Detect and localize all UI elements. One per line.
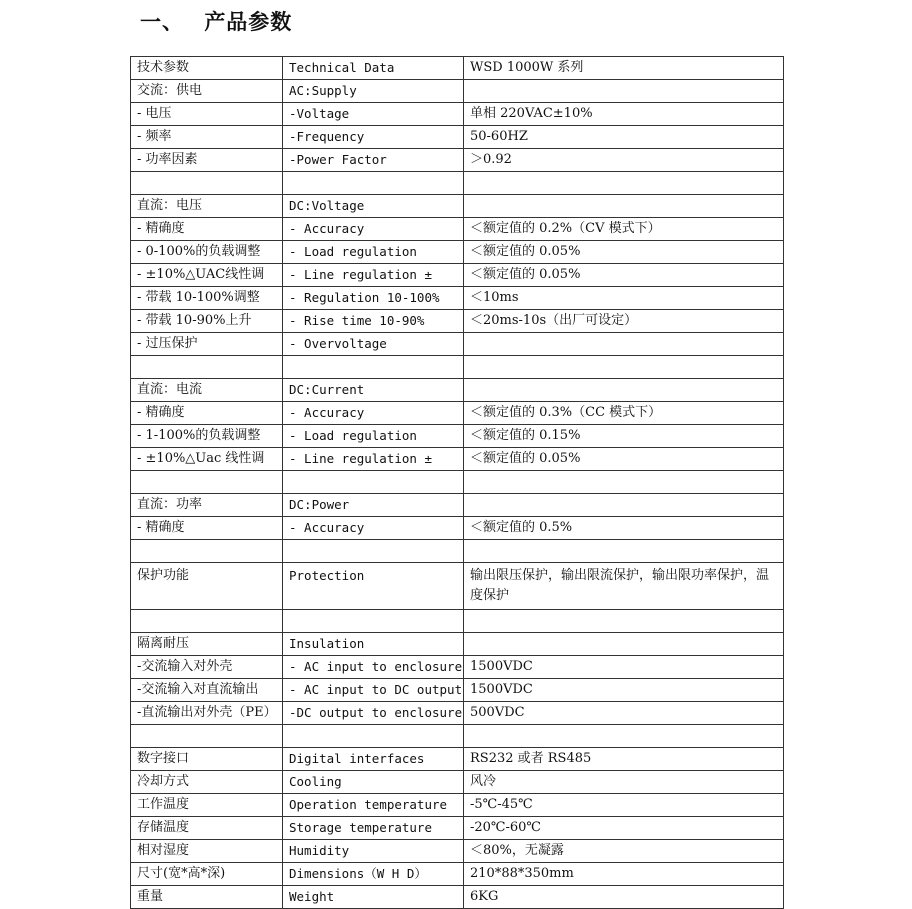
english-label-cell: -Power Factor	[283, 149, 464, 172]
value-cell	[464, 471, 784, 494]
value-cell: ＜额定值的 0.2%（CV 模式下）	[464, 218, 784, 241]
table-row	[131, 540, 784, 563]
value-cell: 6KG	[464, 886, 784, 909]
english-label-cell: - Accuracy	[283, 517, 464, 540]
english-label-cell: Protection	[283, 563, 464, 610]
english-label-cell: Technical Data	[283, 57, 464, 80]
table-row	[131, 448, 784, 471]
table-row	[131, 863, 784, 886]
table-row	[131, 610, 784, 633]
table-row	[131, 264, 784, 287]
section-heading	[140, 6, 292, 36]
english-label-cell: - Regulation 10-100%	[283, 287, 464, 310]
value-cell: 500VDC	[464, 702, 784, 725]
english-label-cell	[283, 356, 464, 379]
chinese-label-cell: 直流：电流	[131, 379, 283, 402]
chinese-label-cell: 直流：电压	[131, 195, 283, 218]
english-label-cell: DC:Current	[283, 379, 464, 402]
value-cell	[464, 333, 784, 356]
english-label-cell: Storage temperature	[283, 817, 464, 840]
value-cell: ＞0.92	[464, 149, 784, 172]
english-label-cell: - Load regulation	[283, 241, 464, 264]
value-cell: ＜80%，无凝露	[464, 840, 784, 863]
english-label-cell: Dimensions（W H D）	[283, 863, 464, 886]
value-cell	[464, 610, 784, 633]
chinese-label-cell: - 过压保护	[131, 333, 283, 356]
table-row	[131, 80, 784, 103]
table-row	[131, 149, 784, 172]
table-row	[131, 333, 784, 356]
section-number: 一、	[140, 10, 184, 34]
chinese-label-cell: 隔离耐压	[131, 633, 283, 656]
chinese-label-cell: - 精确度	[131, 517, 283, 540]
english-label-cell: - Line regulation ±	[283, 448, 464, 471]
english-label-cell	[283, 610, 464, 633]
chinese-label-cell	[131, 610, 283, 633]
english-label-cell	[283, 471, 464, 494]
chinese-label-cell: 重量	[131, 886, 283, 909]
english-label-cell	[283, 725, 464, 748]
value-cell	[464, 379, 784, 402]
value-cell: ＜10ms	[464, 287, 784, 310]
chinese-label-cell: - 带载 10-100%调整	[131, 287, 283, 310]
chinese-label-cell	[131, 172, 283, 195]
chinese-label-cell: - 电压	[131, 103, 283, 126]
english-label-cell: Operation temperature	[283, 794, 464, 817]
value-cell	[464, 725, 784, 748]
english-label-cell: - Line regulation ±	[283, 264, 464, 287]
table-row	[131, 886, 784, 909]
value-cell	[464, 633, 784, 656]
table-row	[131, 103, 784, 126]
chinese-label-cell: 数字接口	[131, 748, 283, 771]
english-label-cell: - Overvoltage	[283, 333, 464, 356]
chinese-label-cell	[131, 540, 283, 563]
chinese-label-cell: 冷却方式	[131, 771, 283, 794]
chinese-label-cell: 尺寸(宽*高*深)	[131, 863, 283, 886]
table-row	[131, 356, 784, 379]
value-cell: 50-60HZ	[464, 126, 784, 149]
table-row	[131, 563, 784, 610]
value-cell	[464, 172, 784, 195]
table-row	[131, 702, 784, 725]
section-title: 产品参数	[204, 10, 293, 34]
value-cell: ＜额定值的 0.5%	[464, 517, 784, 540]
table-row	[131, 126, 784, 149]
value-cell: ＜额定值的 0.3%（CC 模式下）	[464, 402, 784, 425]
chinese-label-cell: 存储温度	[131, 817, 283, 840]
table-row	[131, 656, 784, 679]
english-label-cell: - Accuracy	[283, 402, 464, 425]
english-label-cell: -Frequency	[283, 126, 464, 149]
value-cell: RS232 或者 RS485	[464, 748, 784, 771]
table-row	[131, 679, 784, 702]
english-label-cell	[283, 172, 464, 195]
english-label-cell: DC:Power	[283, 494, 464, 517]
table-row	[131, 241, 784, 264]
value-cell: 1500VDC	[464, 656, 784, 679]
value-cell: 1500VDC	[464, 679, 784, 702]
english-label-cell: Humidity	[283, 840, 464, 863]
table-row	[131, 379, 784, 402]
chinese-label-cell: - 1-100%的负载调整	[131, 425, 283, 448]
table-row	[131, 817, 784, 840]
english-label-cell: Weight	[283, 886, 464, 909]
value-cell: ＜额定值的 0.05%	[464, 264, 784, 287]
table-row	[131, 471, 784, 494]
chinese-label-cell: - 功率因素	[131, 149, 283, 172]
chinese-label-cell	[131, 725, 283, 748]
table-row	[131, 218, 784, 241]
chinese-label-cell: 工作温度	[131, 794, 283, 817]
chinese-label-cell	[131, 356, 283, 379]
chinese-label-cell: - ±10%△Uac 线性调	[131, 448, 283, 471]
chinese-label-cell: 保护功能	[131, 563, 283, 610]
value-cell: -5℃-45℃	[464, 794, 784, 817]
table-row	[131, 771, 784, 794]
table-row	[131, 425, 784, 448]
english-label-cell: -Voltage	[283, 103, 464, 126]
table-row	[131, 287, 784, 310]
chinese-label-cell: - 精确度	[131, 218, 283, 241]
value-cell: 210*88*350mm	[464, 863, 784, 886]
english-label-cell: - Load regulation	[283, 425, 464, 448]
value-cell	[464, 356, 784, 379]
chinese-label-cell: - 精确度	[131, 402, 283, 425]
english-label-cell: Insulation	[283, 633, 464, 656]
table-row	[131, 725, 784, 748]
english-label-cell: DC:Voltage	[283, 195, 464, 218]
table-row	[131, 57, 784, 80]
english-label-cell: Cooling	[283, 771, 464, 794]
english-label-cell: - Accuracy	[283, 218, 464, 241]
chinese-label-cell: 直流：功率	[131, 494, 283, 517]
english-label-cell: - AC input to DC output	[283, 679, 464, 702]
table-row	[131, 748, 784, 771]
value-cell: ＜额定值的 0.15%	[464, 425, 784, 448]
value-cell: ＜20ms-10s（出厂可设定）	[464, 310, 784, 333]
value-cell	[464, 540, 784, 563]
value-cell: 输出限压保护，输出限流保护，输出限功率保护，温度保护	[464, 563, 784, 610]
table-row	[131, 840, 784, 863]
chinese-label-cell: -交流输入对外壳	[131, 656, 283, 679]
chinese-label-cell: - 带载 10-90%上升	[131, 310, 283, 333]
chinese-label-cell: -交流输入对直流输出	[131, 679, 283, 702]
table-row	[131, 633, 784, 656]
value-cell: ＜额定值的 0.05%	[464, 241, 784, 264]
value-cell	[464, 80, 784, 103]
table-row	[131, 494, 784, 517]
chinese-label-cell: - 0-100%的负载调整	[131, 241, 283, 264]
table-row	[131, 402, 784, 425]
chinese-label-cell	[131, 471, 283, 494]
english-label-cell: Digital interfaces	[283, 748, 464, 771]
value-cell: ＜额定值的 0.05%	[464, 448, 784, 471]
value-cell	[464, 494, 784, 517]
english-label-cell	[283, 540, 464, 563]
english-label-cell: AC:Supply	[283, 80, 464, 103]
table-row	[131, 195, 784, 218]
value-cell: -20℃-60℃	[464, 817, 784, 840]
chinese-label-cell: -直流输出对外壳（PE）	[131, 702, 283, 725]
chinese-label-cell: - ±10%△UAC线性调	[131, 264, 283, 287]
spec-table	[130, 56, 784, 909]
chinese-label-cell: 技术参数	[131, 57, 283, 80]
table-row	[131, 310, 784, 333]
chinese-label-cell: - 频率	[131, 126, 283, 149]
english-label-cell: - Rise time 10-90%	[283, 310, 464, 333]
chinese-label-cell: 交流：供电	[131, 80, 283, 103]
table-row	[131, 794, 784, 817]
value-cell: 风冷	[464, 771, 784, 794]
chinese-label-cell: 相对湿度	[131, 840, 283, 863]
value-cell	[464, 195, 784, 218]
value-cell: 单相 220VAC±10%	[464, 103, 784, 126]
english-label-cell: -DC output to enclosure	[283, 702, 464, 725]
table-row	[131, 517, 784, 540]
table-row	[131, 172, 784, 195]
value-cell: WSD 1000W 系列	[464, 57, 784, 80]
english-label-cell: - AC input to enclosure	[283, 656, 464, 679]
spec-table-body	[131, 57, 784, 909]
